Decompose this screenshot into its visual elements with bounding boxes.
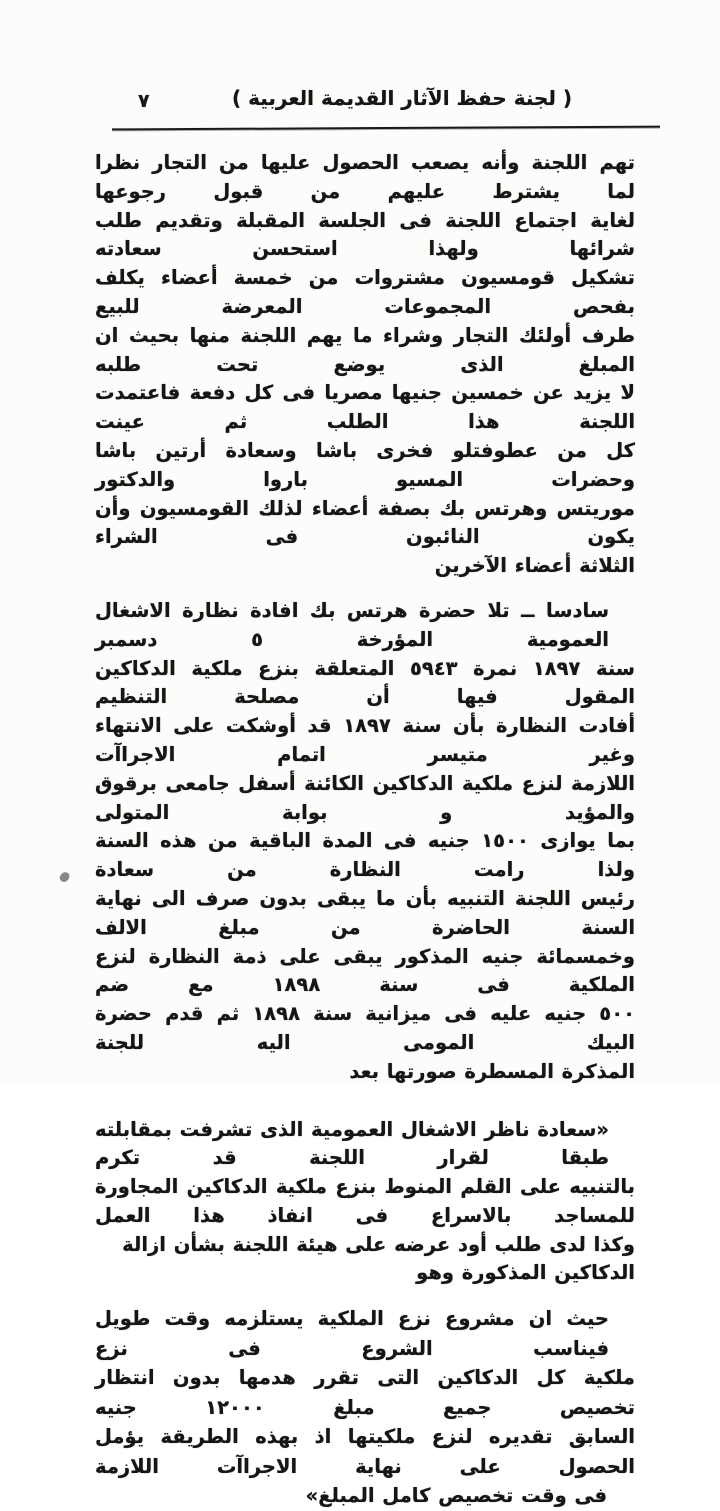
text-line: طرف أولئك التجار وشراء ما يهم اللجنة منها بحيث ان المبلغ الذى يوضع تحت طلبه (95, 323, 635, 376)
text-line: السابق تقديره لنزع ملكيتها اذ بهذه الطريقة يؤمل الحصول على نهاية الاجراآت اللازمة (95, 1425, 635, 1478)
text-line: بالتنبيه على القلم المنوط بنزع ملكية الدكاكين المجاورة للمساجد بالاسراع فى انفاذ هذا العمل (95, 1175, 635, 1227)
text-line: تهم اللجنة وأنه يصعب الحصول عليها من التجار نظرا لما يشترط عليهم من قبول رجوعها (95, 151, 635, 203)
paragraph (95, 1116, 635, 1289)
text-line: المذكرة المسطرة صورتها بعد (349, 1059, 635, 1083)
text-line: كل من عطوفتلو فخرى باشا وسعادة أرتين باشا وحضرات المسيو باروا والدكتور (95, 438, 635, 491)
text-line: اللازمة لنزع ملكية الدكاكين الكائنة أسفل جامعى برقوق والمؤيد و بوابة المتولى (95, 771, 635, 824)
text-line: ملكية كل الدكاكين التى تقرر هدمها بدون انتظار تخصيص جميع مبلغ ١٢٠٠٠ جنيه (95, 1366, 635, 1419)
text-line: بما يوازى ١٥٠٠ جنيه فى المدة الباقية من هذه السنة ولذا رامت النظارة من سعادة (95, 829, 636, 882)
text-line: رئيس اللجنة التنبيه بأن ما يبقى بدون صرف الى نهاية السنة الحاضرة من مبلغ الالف (95, 886, 635, 939)
text-block (95, 149, 635, 1511)
text-line: سادسا ــ تلا حضرة هرتس بك افادة نظارة الاشغال العمومية المؤرخة ٥ دسمبر (95, 598, 609, 651)
text-line: تشكيل قومسيون مشتروات من خمسة أعضاء يكلف بفحص المجموعات المعرضة للبيع (95, 266, 635, 318)
text-line: موريتس وهرتس بك بصفة أعضاء لذلك القومسيون وأن يكون النائبون فى الشراء (95, 496, 635, 549)
text-line: الثلاثة أعضاء الآخرين (434, 554, 635, 578)
ink-speck (59, 871, 71, 883)
text-line: حيث ان مشروع نزع الملكية يستلزمه وقت طويل فيناسب الشروع فى نزع (95, 1307, 609, 1360)
text-line: وخمسمائة جنيه المذكور يبقى على ذمة النظارة لنزع الملكية فى سنة ١٨٩٨ مع ضم (95, 944, 635, 997)
text-line: لغاية اجتماع اللجنة فى الجلسة المقبلة وتقديم طلب شرائها ولهذا استحسن سعادته (95, 208, 635, 261)
text-line: «سعادة ناظر الاشغال العمومية الذى تشرفت بمقابلته طبقا لقرار اللجنة قد تكرم (95, 1117, 609, 1170)
text-line: أفادت النظارة بأن سنة ١٨٩٧ قد أوشكت على الانتهاء وغير متيسر اتمام الاجراآت (95, 714, 635, 766)
text-line: وكذا لدى طلب أود عرضه على هيئة اللجنة بشأن ازالة الدكاكين المذكورة وهو (122, 1232, 635, 1285)
paragraph (95, 597, 635, 1087)
text-line: سنة ١٨٩٧ نمرة ٥٩٤٣ المتعلقة بنزع ملكية الدكاكين المقول فيها أن مصلحة التنظيم (95, 656, 635, 709)
page-header-title: ( لجنة حفظ الآثار القديمة العربية ) (231, 86, 573, 110)
paragraph (95, 149, 635, 581)
header-divider-rule (112, 126, 660, 131)
text-line: فى وقت تخصيص كامل المبلغ» (305, 1484, 607, 1508)
text-line: لا يزيد عن خمسين جنيها مصريا فى كل دفعة فاعتمدت اللجنة هذا الطلب ثم عينت (95, 381, 635, 434)
paragraph (95, 1304, 635, 1511)
page-number: ٧ (138, 90, 150, 112)
text-line: ٥٠٠ جنيه عليه فى ميزانية سنة ١٨٩٨ ثم قدم حضرة البيك المومى اليه للجنة (95, 1002, 636, 1054)
